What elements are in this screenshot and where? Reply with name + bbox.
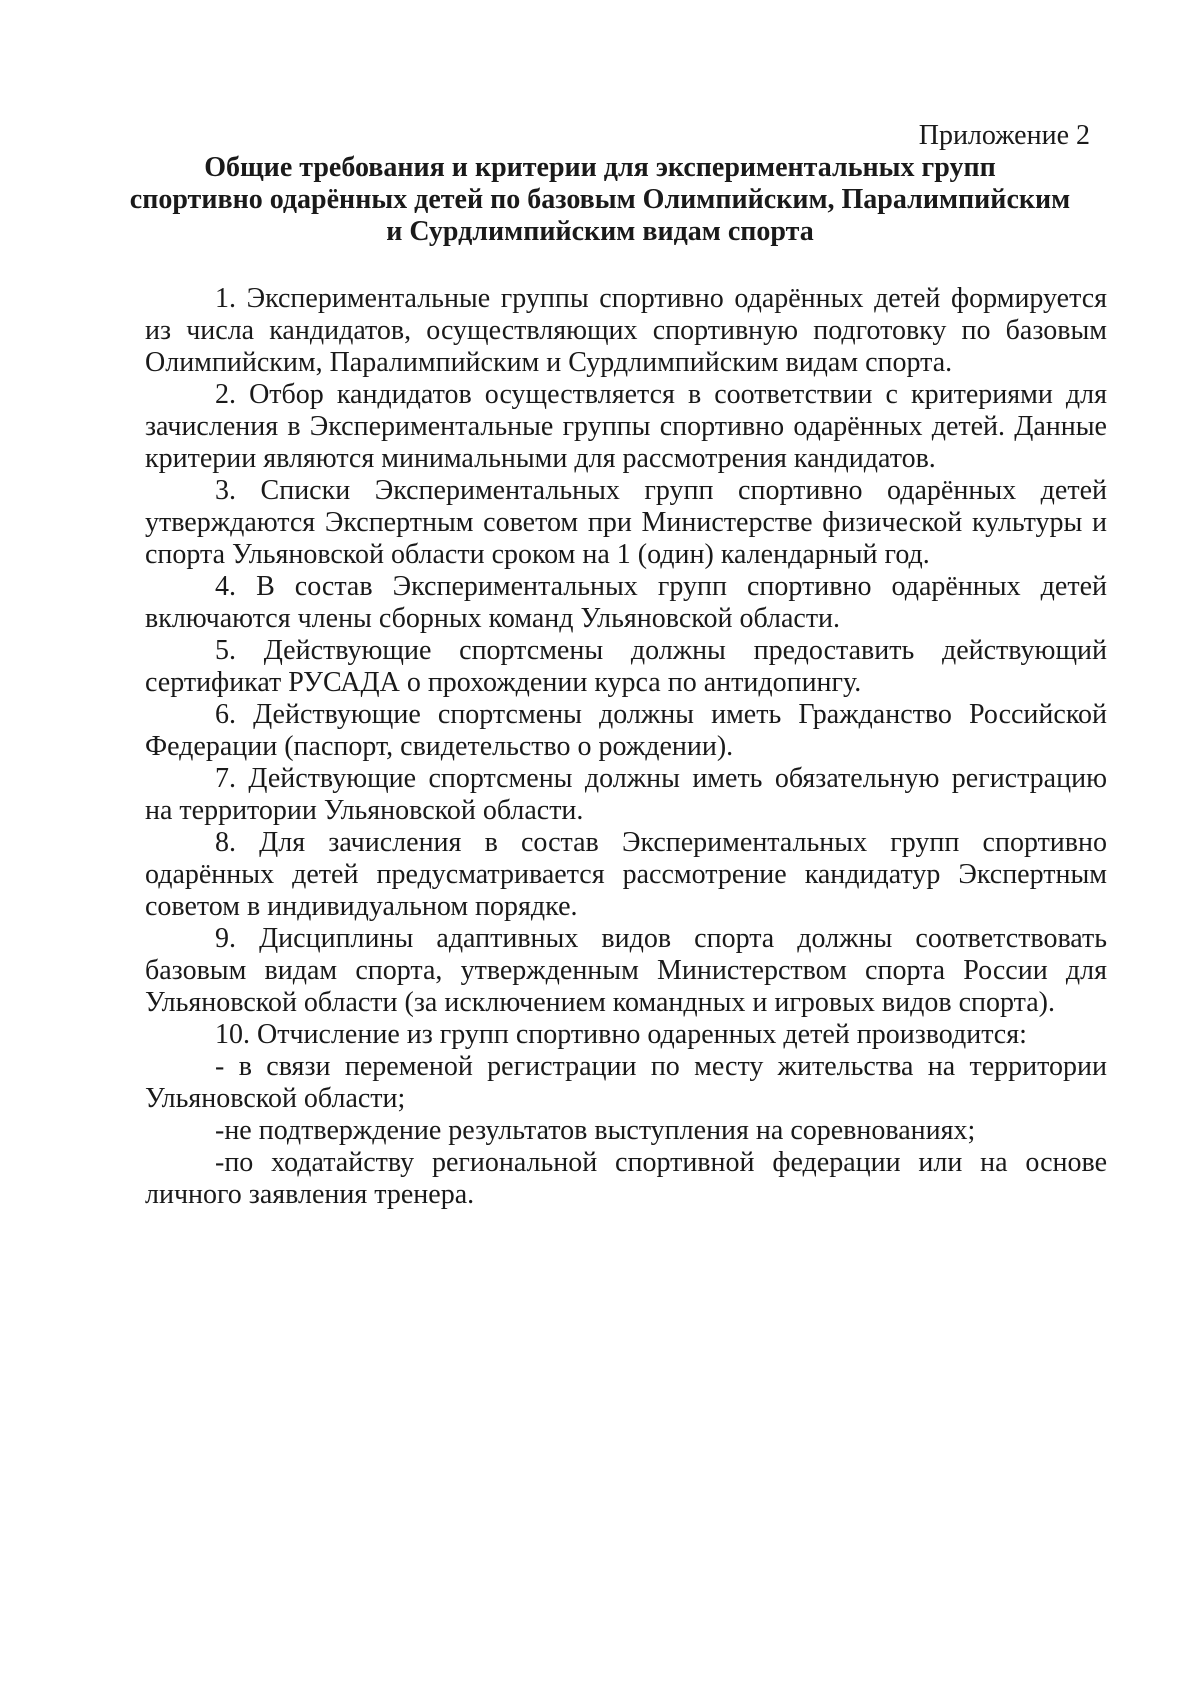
paragraph-9: 9. Дисциплины адаптивных видов спорта должны соответствовать базовым видам спорта, утвержденным Министерством спорта России для Ульяновской области (за исключением командных и игровых видов спорта).	[145, 923, 1107, 1018]
paragraph-1: 1. Экспериментальные группы спортивно одарённых детей формируется из числа кандидатов, осуществляющих спортивную подготовку по базовым Олимпийским, Паралимпийским и Сурдлимпийским видам спорта.	[145, 283, 1107, 378]
paragraph-7: 7. Действующие спортсмены должны иметь обязательную регистрацию на территории Ульяновской области.	[145, 763, 1107, 826]
paragraph-3: 3. Списки Экспериментальных групп спортивно одарённых детей утверждаются Экспертным советом при Министерстве физической культуры и спорта Ульяновской области сроком на 1 (один) календарный год.	[145, 475, 1107, 570]
list-item-residence: - в связи переменой регистрации по месту жительства на территории Ульяновской области;	[145, 1051, 1107, 1114]
title-line: и Сурдлимпийским видам спорта	[386, 216, 814, 247]
paragraph-5: 5. Действующие спортсмены должны предоставить действующий сертификат РУСАДА о прохождении курса по антидопингу.	[145, 635, 1107, 698]
annex-label: Приложение 2	[918, 120, 1090, 151]
paragraph-4: 4. В состав Экспериментальных групп спортивно одарённых детей включаются члены сборных команд Ульяновской области.	[145, 571, 1107, 634]
document-title	[120, 152, 1080, 248]
paragraph-2: 2. Отбор кандидатов осуществляется в соответствии с критериями для зачисления в Экспериментальные группы спортивно одарённых детей. Данные критерии являются минимальными для рассмотрения кандидатов.	[145, 379, 1107, 474]
paragraph-10: 10. Отчисление из групп спортивно одаренных детей производится:	[215, 1019, 1027, 1050]
title-line: Общие требования и критерии для экспериментальных групп	[204, 152, 996, 183]
list-item-results: -не подтверждение результатов выступления на соревнованиях;	[215, 1115, 976, 1146]
document-body	[145, 283, 1107, 1211]
paragraph-8: 8. Для зачисления в состав Экспериментальных групп спортивно одарённых детей предусматривается рассмотрение кандидатур Экспертным советом в индивидуальном порядке.	[145, 827, 1107, 922]
title-line: спортивно одарённых детей по базовым Олимпийским, Паралимпийским	[129, 184, 1071, 215]
list-item-petition: -по ходатайству региональной спортивной федерации или на основе личного заявления тренера.	[145, 1147, 1107, 1210]
paragraph-6: 6. Действующие спортсмены должны иметь Гражданство Российской Федерации (паспорт, свидетельство о рождении).	[145, 699, 1107, 762]
